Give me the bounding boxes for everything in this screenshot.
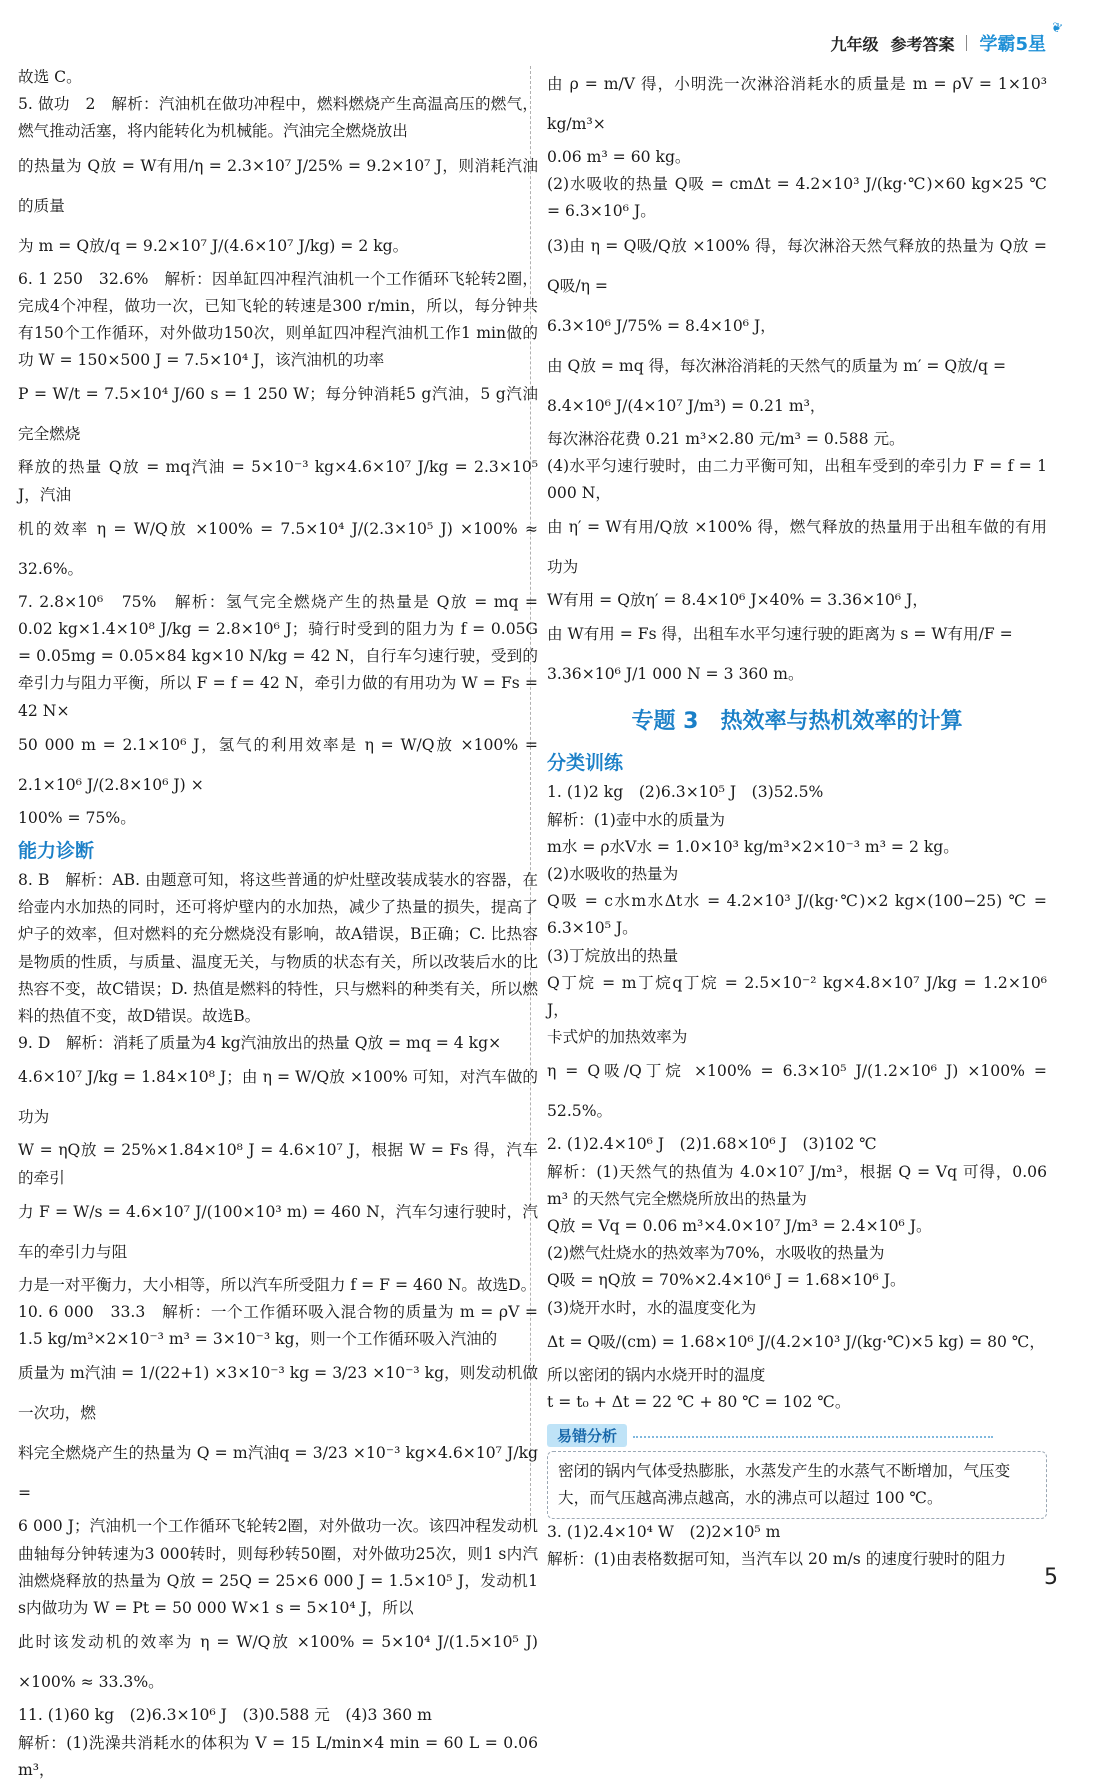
answer-paragraph: 8. B 解析：AB. 由题意可知，将这些普通的炉灶壁改装成装水的容器，在给壶内水加热的同时，还可将炉壁内的水加热，减少了热量的损失，提高了炉子的效率，但对燃料的充分燃烧没有影响，故A错误，B正确；C. 比热容是物质的性质，与质量、温度无关，与物质的状态有关，所以改装后水的比热容不变，故C错误；D. 热值是燃料的特性，只与燃料的种类有关，所以燃料的热值不变，故D错误。故选B。 <box>18 871 538 1026</box>
right-column-body <box>547 64 1047 1416</box>
header-separator <box>966 35 967 51</box>
page-header <box>830 19 1065 60</box>
answer-paragraph: Q丁烷 = m丁烷q丁烷 = 2.5×10⁻² kg×4.8×10⁷ J/kg = 1.2×10⁶ J， <box>547 973 1047 1020</box>
formula-line: 8.4×10⁶ J/(4×10⁷ J/m³) = 0.21 m³， <box>547 396 826 415</box>
formula-line: 力 F = W/s = 4.6×10⁷ J/(100×10³ m) = 460 N，汽车匀速行驶时，汽车的牵引力与阻 <box>18 1202 538 1261</box>
answer-paragraph: 解析：(1)天然气的热值为 4.0×10⁷ J/m³，根据 Q = Vq 可得，0.06 m³ 的天然气完全燃烧所放出的热量为 <box>547 1162 1047 1208</box>
left-column <box>18 64 538 1784</box>
answer-paragraph: (2)燃气灶烧水的热效率为70%，水吸收的热量为 <box>547 1244 885 1263</box>
formula-line: (3)由 η = Q吸/Q放 ×100% 得，每次淋浴天然气释放的热量为 Q放 = Q吸/η = <box>547 236 1047 295</box>
answer-paragraph: 所以密闭的锅内水烧开时的温度 <box>547 1365 766 1384</box>
answer-paragraph: 1. (1)2 kg (2)6.3×10⁵ J (3)52.5% <box>547 783 824 802</box>
answer-paragraph: (2)水吸收的热量 Q吸 = cmΔt = 4.2×10³ J/(kg·℃)×60 kg×25 ℃ = 6.3×10⁶ J。 <box>547 175 1047 221</box>
formula-line: 6.3×10⁶ J/75% = 8.4×10⁶ J， <box>547 316 776 335</box>
formula-line: 为 m = Q放/q = 9.2×10⁷ J/(4.6×10⁷ J/kg) = 2 kg。 <box>18 236 409 255</box>
answer-paragraph: W有用 = Q放η′ = 8.4×10⁶ J×40% = 3.36×10⁶ J， <box>547 591 928 610</box>
answer-paragraph: 5. 做功 2 解析：汽油机在做功冲程中，燃料燃烧产生高温高压的燃气，燃气推动活塞，将内能转化为机械能。汽油完全燃烧放出 <box>18 95 538 141</box>
answer-paragraph: 6. 1 250 32.6% 解析：因单缸四冲程汽油机一个工作循环飞轮转2圈，完成4个冲程，做功一次，已知飞轮的转速是300 r/min，所以，每分钟共有150个工作循环，对外做功150次，则单缸四冲程汽油机工作1 min做的功 W = 150×500 J = 7.5×10⁴ J，该汽油机的功率 <box>18 269 538 370</box>
answer-paragraph: Q吸 = ηQ放 = 70%×2.4×10⁶ J = 1.68×10⁶ J。 <box>547 1271 906 1290</box>
formula-line: 由 Q放 = mq 得，每次淋浴消耗的天然气的质量为 m′ = Q放/q = <box>547 356 1007 375</box>
answer-paragraph: (4)水平匀速行驶时，由二力平衡可知，出租车受到的牵引力 F = f = 1 000 N， <box>547 456 1047 503</box>
formula-line: Δt = Q吸/(cm) = 1.68×10⁶ J/(4.2×10³ J/(kg·℃)×5 kg) = 80 ℃， <box>547 1332 1045 1351</box>
answer-paragraph: 2. (1)2.4×10⁶ J (2)1.68×10⁶ J (3)102 ℃ <box>547 1135 877 1154</box>
answer-paragraph: (3)烧开水时，水的温度变化为 <box>547 1298 757 1317</box>
formula-line: 由 W有用 = Fs 得，出租车水平匀速行驶的距离为 s = W有用/F = <box>547 625 1013 644</box>
error-analysis-text: 密闭的锅内气体受热膨胀，水蒸发产生的水蒸气不断增加，气压变大，而气压越高沸点越高，水的沸点可以超过 100 ℃。 <box>547 1451 1047 1519</box>
formula-line: 由 η′ = W有用/Q放 ×100% 得，燃气释放的热量用于出租车做的有用功为 <box>547 518 1047 577</box>
brand-text: 学霸5星 <box>979 34 1046 55</box>
formula-line: P = W/t = 7.5×10⁴ J/60 s = 1 250 W；每分钟消耗5 g汽油，5 g汽油完全燃烧 <box>18 385 538 444</box>
formula-line: 机的效率 η = W/Q放 ×100% = 7.5×10⁴ J/(2.3×10⁵ J) ×100% ≈ 32.6%。 <box>18 519 538 578</box>
answer-paragraph: (3)丁烷放出的热量 <box>547 946 679 965</box>
brand-logo <box>979 19 1065 56</box>
formula-line: 由 ρ = m/V 得，小明洗一次淋浴消耗水的质量是 m = ρV = 1×10³ kg/m³× <box>547 75 1047 133</box>
answer-paragraph: m水 = ρ水V水 = 1.0×10³ kg/m³×2×10⁻³ m³ = 2 kg。 <box>547 837 959 856</box>
section-heading: 分类训练 <box>547 752 624 775</box>
answer-paragraph: 卡式炉的加热效率为 <box>547 1028 688 1047</box>
error-analysis-box <box>547 1424 1047 1519</box>
brand-star-icon: ❦ <box>1048 19 1065 38</box>
answer-paragraph: Q放 = Vq = 0.06 m³×4.0×10⁷ J/m³ = 2.4×10⁶ J。 <box>547 1217 932 1236</box>
right-column-tail <box>547 1519 1047 1573</box>
formula-line: 50 000 m = 2.1×10⁶ J，氢气的利用效率是 η = W/Q放 ×100% = 2.1×10⁶ J/(2.8×10⁶ J) × <box>18 735 538 794</box>
answer-paragraph: W = ηQ放 = 25%×1.84×10⁸ J = 4.6×10⁷ J，根据 W = Fs 得，汽车的牵引 <box>18 1141 538 1187</box>
answer-paragraph: 11. (1)60 kg (2)6.3×10⁶ J (3)0.588 元 (4)3 360 m <box>18 1706 432 1725</box>
answer-paragraph: 9. D 解析：消耗了质量为4 kg汽油放出的热量 Q放 = mq = 4 kg× <box>18 1034 502 1053</box>
answer-paragraph: 0.06 m³ = 60 kg。 <box>547 148 691 166</box>
section-heading: 能力诊断 <box>18 840 95 863</box>
formula-line: 质量为 m汽油 = 1/(22+1) ×3×10⁻³ kg = 3/23 ×10⁻³ kg，则发动机做一次功，燃 <box>18 1364 538 1423</box>
answer-paragraph: 100% = 75%。 <box>18 808 136 827</box>
formula-line: η = Q吸/Q丁烷 ×100% = 6.3×10⁵ J/(1.2×10⁶ J) ×100% = 52.5%。 <box>547 1062 1047 1121</box>
answers-label: 参考答案 <box>890 34 955 54</box>
answer-paragraph: 解析：(1)壶中水的质量为 <box>547 810 726 829</box>
right-column <box>547 64 1047 1574</box>
formula-line: 料完全燃烧产生的热量为 Q = m汽油q = 3/23 ×10⁻³ kg×4.6×10⁷ J/kg = <box>18 1444 538 1503</box>
formula-line: 4.6×10⁷ J/kg = 1.84×10⁸ J；由 η = W/Q放 ×100% 可知，对汽车做的功为 <box>18 1068 538 1127</box>
answer-paragraph: 释放的热量 Q放 = mq汽油 = 5×10⁻³ kg×4.6×10⁷ J/kg = 2.3×10⁵ J，汽油 <box>18 458 538 504</box>
answer-paragraph: 7. 2.8×10⁶ 75% 解析：氢气完全燃烧产生的热量是 Q放 = mq = 0.02 kg×1.4×10⁸ J/kg = 2.8×10⁶ J；骑行时受到的阻力为 f = 0.05G = 0.05mg = 0.05×84 kg×10 N/kg = 42 N，自行车匀速行驶，受到的牵引力与阻力平衡，所以 F = f = 42 N，牵引力做的有用功为 W = Fs = 42 N× <box>18 592 538 720</box>
answer-paragraph: 每次淋浴花费 0.21 m³×2.80 元/m³ = 0.588 元。 <box>547 429 905 448</box>
answer-paragraph: (2)水吸收的热量为 <box>547 865 679 884</box>
answer-paragraph: 解析：(1)洗澡共消耗水的体积为 V = 15 L/min×4 min = 60 L = 0.06 m³， <box>18 1733 538 1779</box>
topic-title: 专题 3 热效率与热机效率的计算 <box>631 709 963 735</box>
answer-paragraph: 力是一对平衡力，大小相等，所以汽车所受阻力 f = F = 460 N。故选D。 <box>18 1275 537 1294</box>
answer-paragraph: t = t₀ + Δt = 22 ℃ + 80 ℃ = 102 ℃。 <box>547 1393 851 1412</box>
tip-dotted-line <box>633 1436 993 1438</box>
grade-label: 九年级 <box>830 34 879 54</box>
formula-line: 此时该发动机的效率为 η = W/Q放 ×100% = 5×10⁴ J/(1.5×10⁵ J) ×100% ≈ 33.3%。 <box>18 1633 538 1692</box>
answer-paragraph: 6 000 J；汽油机一个工作循环飞轮转2圈，对外做功一次。该四冲程发动机曲轴每分钟转速为3 000转时，则每秒转50圈，对外做功25次，则1 s内汽油燃烧释放的热量为 Q放 = 25Q = 25×6 000 J = 1.5×10⁵ J，发动机1 s内做功为 W = Pt = 50 000 W×1 s = 5×10⁴ J，所以 <box>18 1517 538 1618</box>
answer-paragraph: 10. 6 000 33.3 解析：一个工作循环吸入混合物的质量为 m = ρV = 1.5 kg/m³×2×10⁻³ m³ = 3×10⁻³ kg，则一个工作循环吸入汽油的 <box>18 1303 538 1349</box>
answer-paragraph: 故选 C。 <box>18 68 82 86</box>
answer-paragraph: 3. (1)2.4×10⁴ W (2)2×10⁵ m <box>547 1523 781 1542</box>
answer-paragraph: Q吸 = c水m水Δt水 = 4.2×10³ J/(kg·℃)×2 kg×(100−25) ℃ = 6.3×10⁵ J。 <box>547 892 1047 938</box>
error-analysis-tag: 易错分析 <box>547 1424 627 1447</box>
formula-line: 3.36×10⁶ J/1 000 N = 3 360 m。 <box>547 665 804 684</box>
page-number: 5 <box>1044 1565 1058 1590</box>
answer-paragraph: 解析：(1)由表格数据可知，当汽车以 20 m/s 的速度行驶时的阻力 <box>547 1550 1007 1569</box>
formula-line: 的热量为 Q放 = W有用/η = 2.3×10⁷ J/25% = 9.2×10⁷ J，则消耗汽油的质量 <box>18 156 538 215</box>
